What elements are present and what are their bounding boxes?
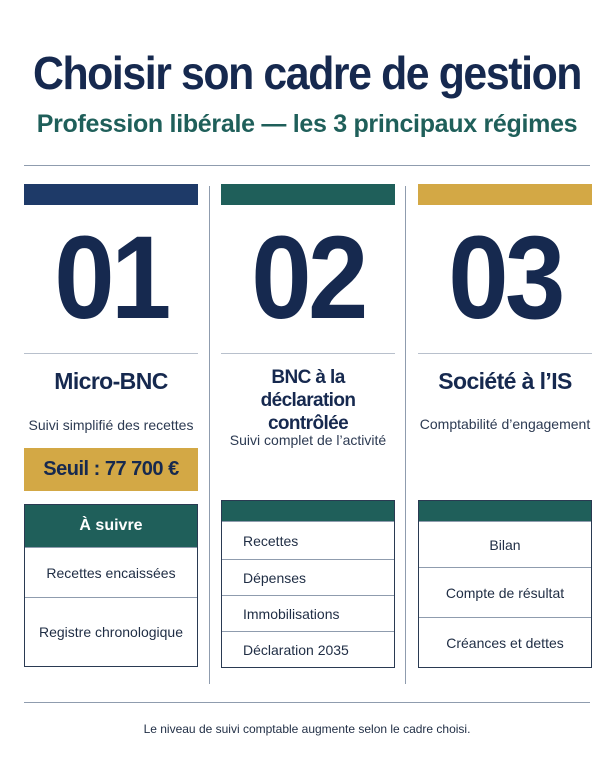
column-separator — [24, 353, 198, 354]
regime-description: Suivi complet de l’activité — [229, 432, 387, 448]
table-row: Registre chronologique — [25, 597, 197, 666]
table-row: Compte de résultat — [419, 567, 591, 617]
tracking-table — [24, 504, 198, 667]
regime-column-micro-bnc — [24, 184, 198, 640]
accent-bar — [221, 184, 395, 205]
table-row: Dépenses — [222, 559, 394, 595]
table-header: À suivre — [25, 505, 197, 547]
table-row: Créances et dettes — [419, 617, 591, 667]
column-separator — [221, 353, 395, 354]
regime-name — [221, 366, 395, 435]
table-row: Recettes — [222, 521, 394, 559]
regime-number: 03 — [448, 212, 562, 344]
regime-number: 01 — [54, 212, 168, 344]
table-row: Déclaration 2035 — [222, 631, 394, 667]
top-divider — [24, 165, 590, 166]
regime-column-bnc-controlee — [221, 184, 395, 658]
page-title: Choisir son cadre de gestion — [32, 47, 582, 99]
regime-description: Comptabilité d’engagement — [419, 416, 591, 432]
regime-description: Suivi simplifié des recettes — [28, 417, 194, 433]
accent-bar — [418, 184, 592, 205]
bottom-divider — [24, 702, 590, 703]
table-header — [419, 501, 591, 521]
column-divider-1 — [209, 186, 210, 684]
regime-name: Société à l’IS — [438, 368, 572, 394]
table-row: Recettes encaissées — [25, 547, 197, 597]
column-separator — [418, 353, 592, 354]
column-divider-2 — [405, 186, 406, 684]
tracking-table — [418, 500, 592, 668]
tracking-table — [221, 500, 395, 668]
accent-bar — [24, 184, 198, 205]
table-header — [222, 501, 394, 521]
regime-column-societe-is — [418, 184, 592, 651]
footer-note: Le niveau de suivi comptable augmente selon le cadre choisi. — [143, 722, 471, 736]
threshold-badge: Seuil : 77 700 € — [24, 448, 198, 491]
table-row: Immobilisations — [222, 595, 394, 631]
regime-name: Micro-BNC — [54, 368, 168, 394]
regime-number: 02 — [251, 212, 365, 344]
regime-name-line-1: BNC à la — [271, 367, 345, 388]
table-row: Bilan — [419, 521, 591, 567]
regime-name-line-2: déclaration contrôlée — [260, 390, 356, 434]
page-subtitle: Profession libérale — les 3 principaux régimes — [36, 110, 578, 138]
